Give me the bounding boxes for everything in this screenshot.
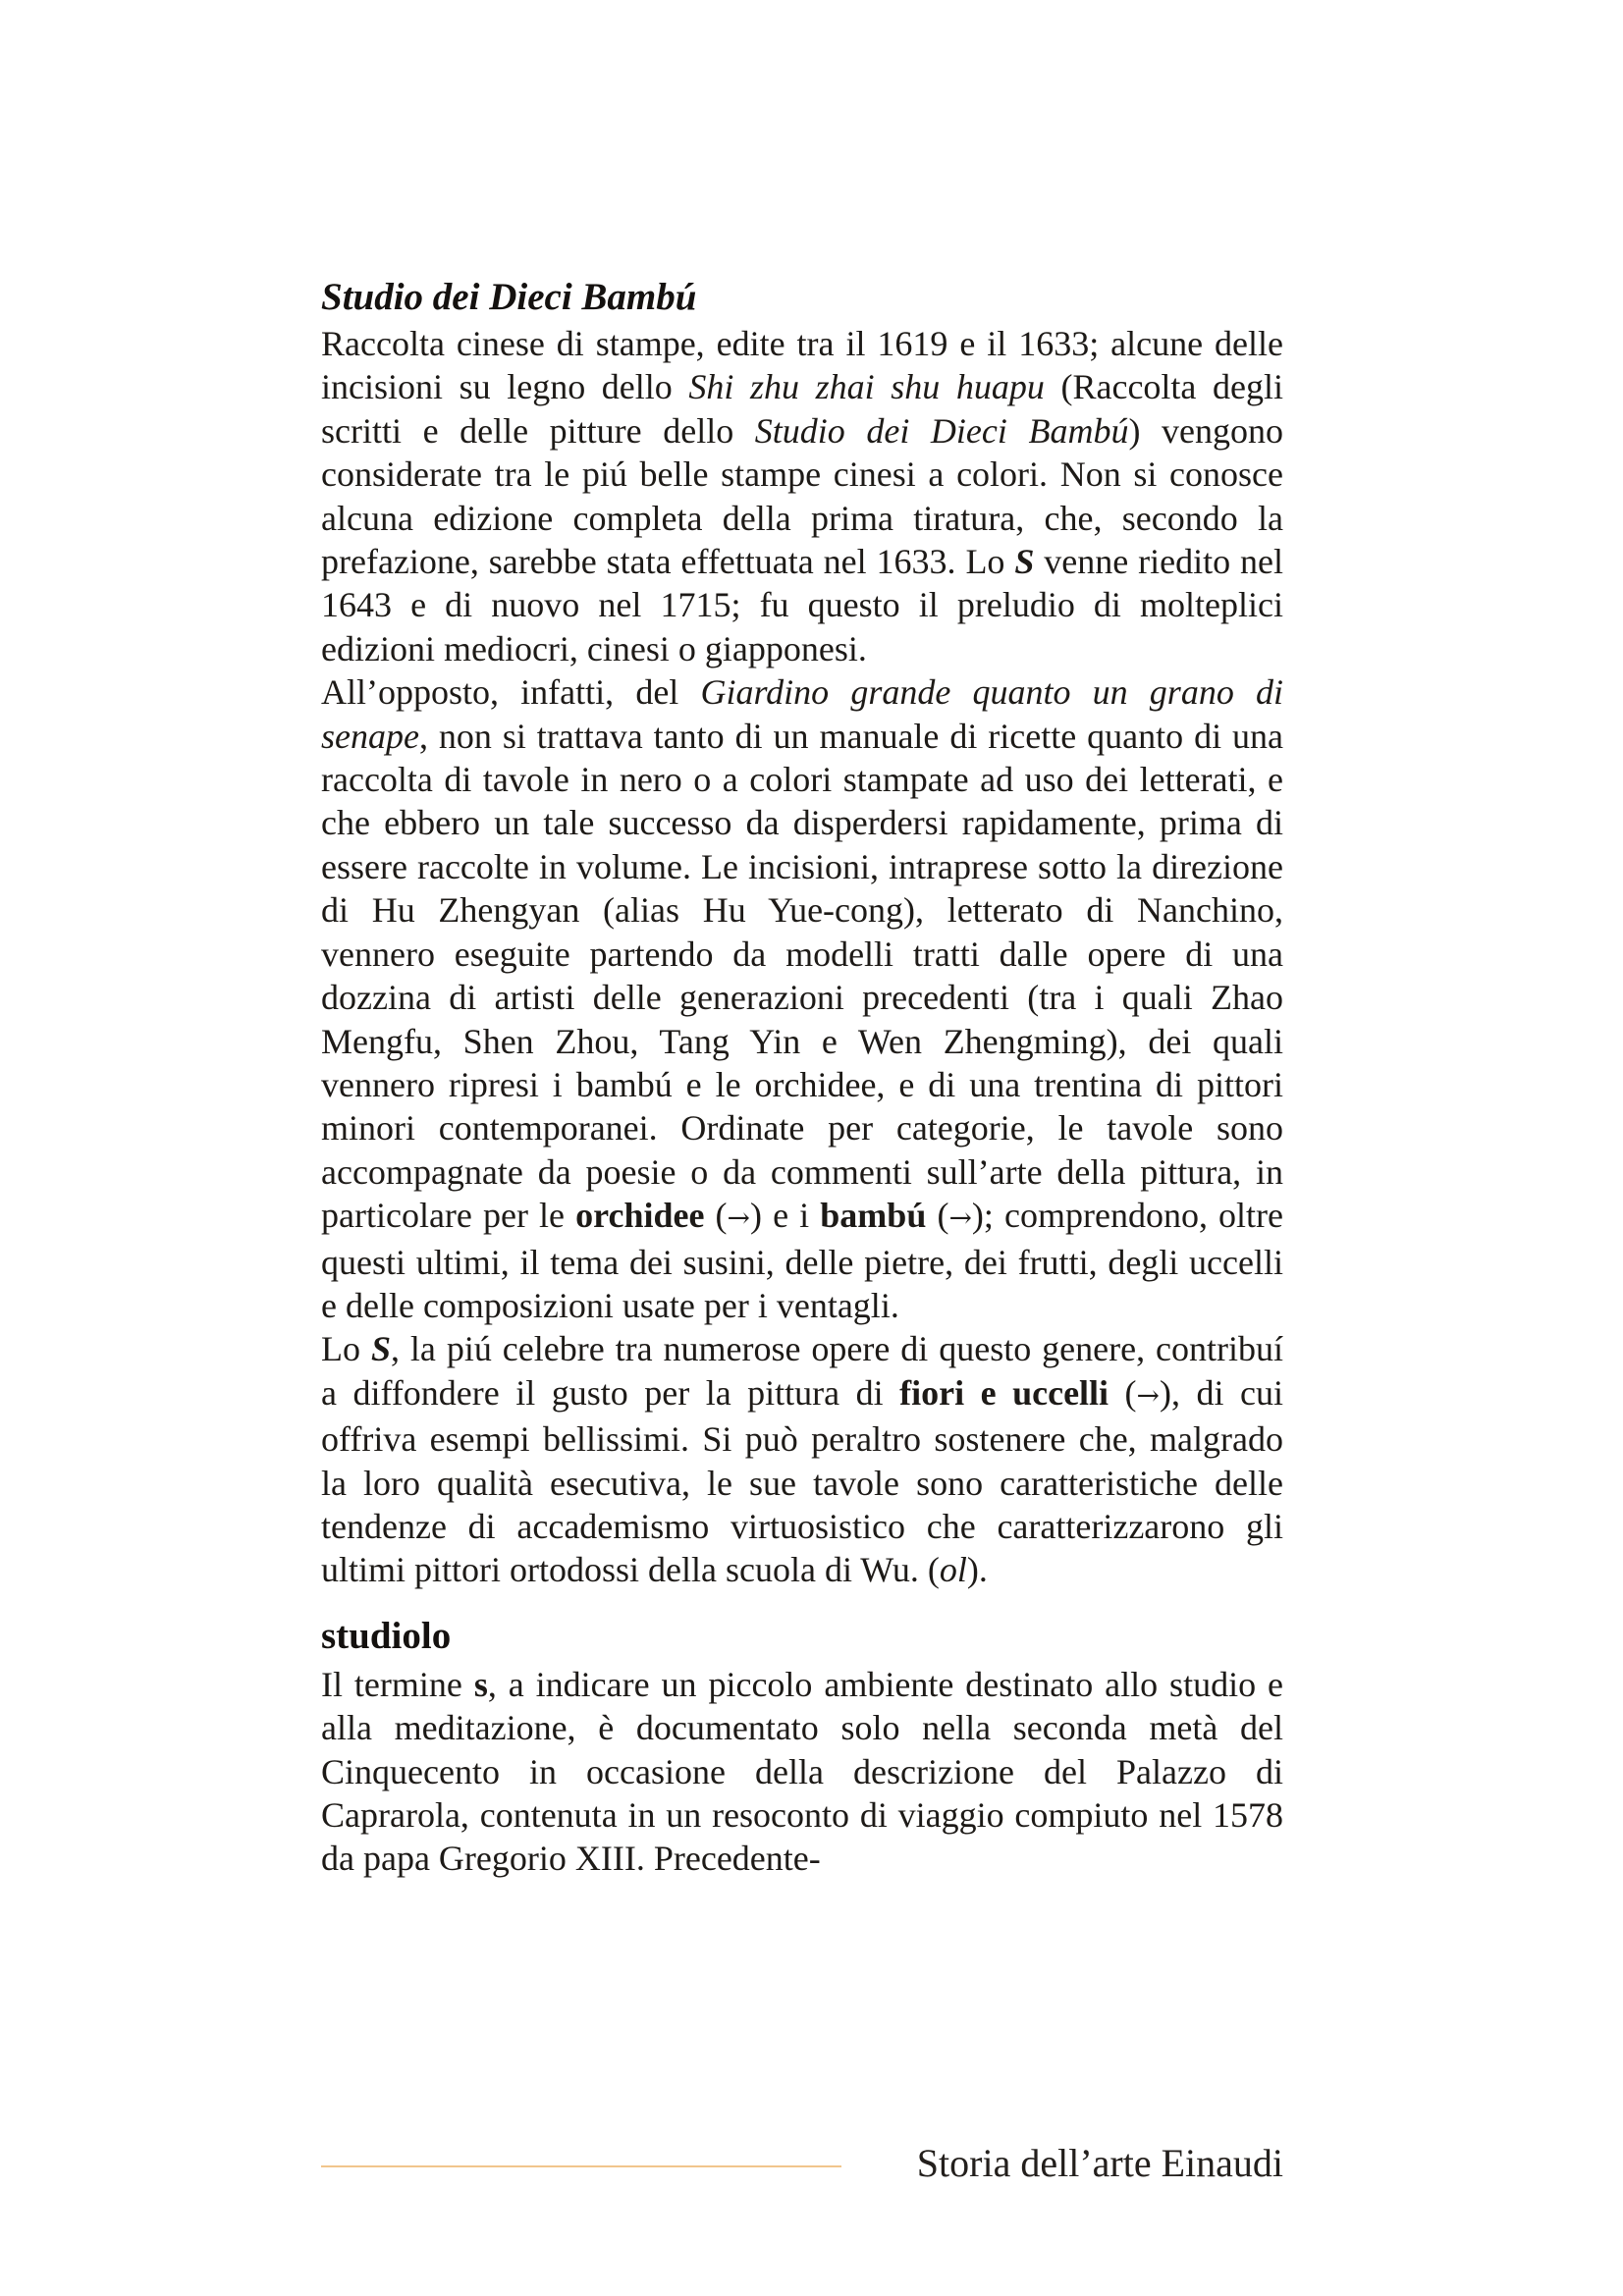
text-run: venne riedito nel 1643 e di nuovo nel 1715; fu questo il preludio di molteplici edizioni mediocri, cinesi o giapponesi. — [321, 542, 1283, 668]
cross-reference-link[interactable]: fiori e uccelli — [899, 1372, 1109, 1413]
text-run: ( — [926, 1196, 949, 1236]
entry-studio-dei-dieci-bambu — [321, 275, 1283, 1592]
italic-title-ref: Giardino grande quanto un grano di senape — [321, 672, 1283, 756]
entry-abbreviation: S — [1014, 542, 1035, 582]
text-run: (Raccolta degli scritti e delle pitture dello — [321, 367, 1283, 451]
text-run: ), di cui offriva esempi bellissimi. Si può peraltro sostenere che, malgrado la loro qualità esecutiva, le sue tavole sono caratteristiche delle tendenze di accademismo virtuosistico che caratterizzarono gli ultimi pittori ortodossi della scuola di Wu. ( — [321, 1372, 1283, 1590]
text-run: , la piú celebre tra numerose opere di questo genere, contribuí a diffondere il gusto per la pittura di — [321, 1329, 1283, 1413]
text-run: Il termine — [321, 1664, 474, 1704]
text-run: ) e i — [750, 1196, 821, 1236]
italic-title-ref: Studio dei Dieci Bambú — [754, 410, 1129, 451]
arrow-right-icon: → — [1136, 1378, 1161, 1412]
paragraph — [321, 1663, 1283, 1881]
paragraph — [321, 322, 1283, 670]
entry-studiolo — [321, 1614, 1283, 1881]
text-run: Lo — [321, 1329, 371, 1369]
entry-abbreviation: S — [370, 1329, 391, 1369]
arrow-right-icon: → — [948, 1201, 972, 1235]
footer-publisher: Storia dell’arte Einaudi — [916, 2141, 1283, 2185]
arrow-right-icon: → — [727, 1201, 751, 1235]
entry-title: Studio dei Dieci Bambú — [321, 276, 697, 318]
entry-abbreviation: s — [473, 1664, 488, 1704]
paragraph — [321, 670, 1283, 1327]
paragraph — [321, 1327, 1283, 1591]
text-run: ). — [966, 1550, 988, 1590]
text-run: ( — [1109, 1372, 1137, 1413]
italic-title-ref: Shi zhu zhai shu huapu — [688, 367, 1045, 407]
page-content — [321, 275, 1283, 1881]
text-run: ) vengono considerate tra le piú belle stampe cinesi a colori. Non si conosce alcuna edizione completa della prima tiratura, che, secondo la prefazione, sarebbe stata effettuata nel 1633. Lo — [321, 410, 1283, 582]
cross-reference-link[interactable]: bambú — [820, 1196, 927, 1236]
text-run: All’opposto, infatti, del — [321, 672, 701, 713]
cross-reference-link[interactable]: orchidee — [575, 1196, 705, 1236]
text-run: ); comprendono, oltre questi ultimi, il tema dei susini, delle pietre, dei frutti, degli uccelli e delle composizioni usate per i ventagli. — [321, 1196, 1284, 1325]
text-run: , a indicare un piccolo ambiente destinato allo studio e alla meditazione, è documentato solo nella seconda metà del Cinquecento in occasione della descrizione del Palazzo di Caprarola, contenuta in un resoconto di viaggio compiuto nel 1578 da papa Gregorio XIII. Precedente- — [321, 1664, 1283, 1879]
text-run: ( — [704, 1196, 728, 1236]
footer-rule — [321, 2165, 841, 2167]
author-initials: ol — [939, 1550, 967, 1590]
entry-title: studiolo — [321, 1614, 452, 1657]
text-run: Raccolta cinese di stampe, edite tra il 1619 e il 1633; alcune delle incisioni su legno dello — [321, 324, 1283, 407]
text-run: , non si trattava tanto di un manuale di ricette quanto di una raccolta di tavole in nero o a colori stampate ad uso dei letterati, e che ebbero un tale successo da disperdersi rapidamente, prima di essere raccolte in volume. Le incisioni, intraprese sotto la direzione di Hu Zhengyan (alias Hu Yue-cong), letterato di Nanchino, vennero eseguite partendo da modelli tratti dalle opere di una dozzina di artisti delle generazioni precedenti (tra i quali Zhao Mengfu, Shen Zhou, Tang Yin e Wen Zhengming), dei quali vennero ripresi i bambú e le orchidee, e di una trentina di pittori minori contemporanei. Ordinate per categorie, le tavole sono accompagnate da poesie o da commenti sull’arte della pittura, in particolare per le — [321, 716, 1283, 1236]
